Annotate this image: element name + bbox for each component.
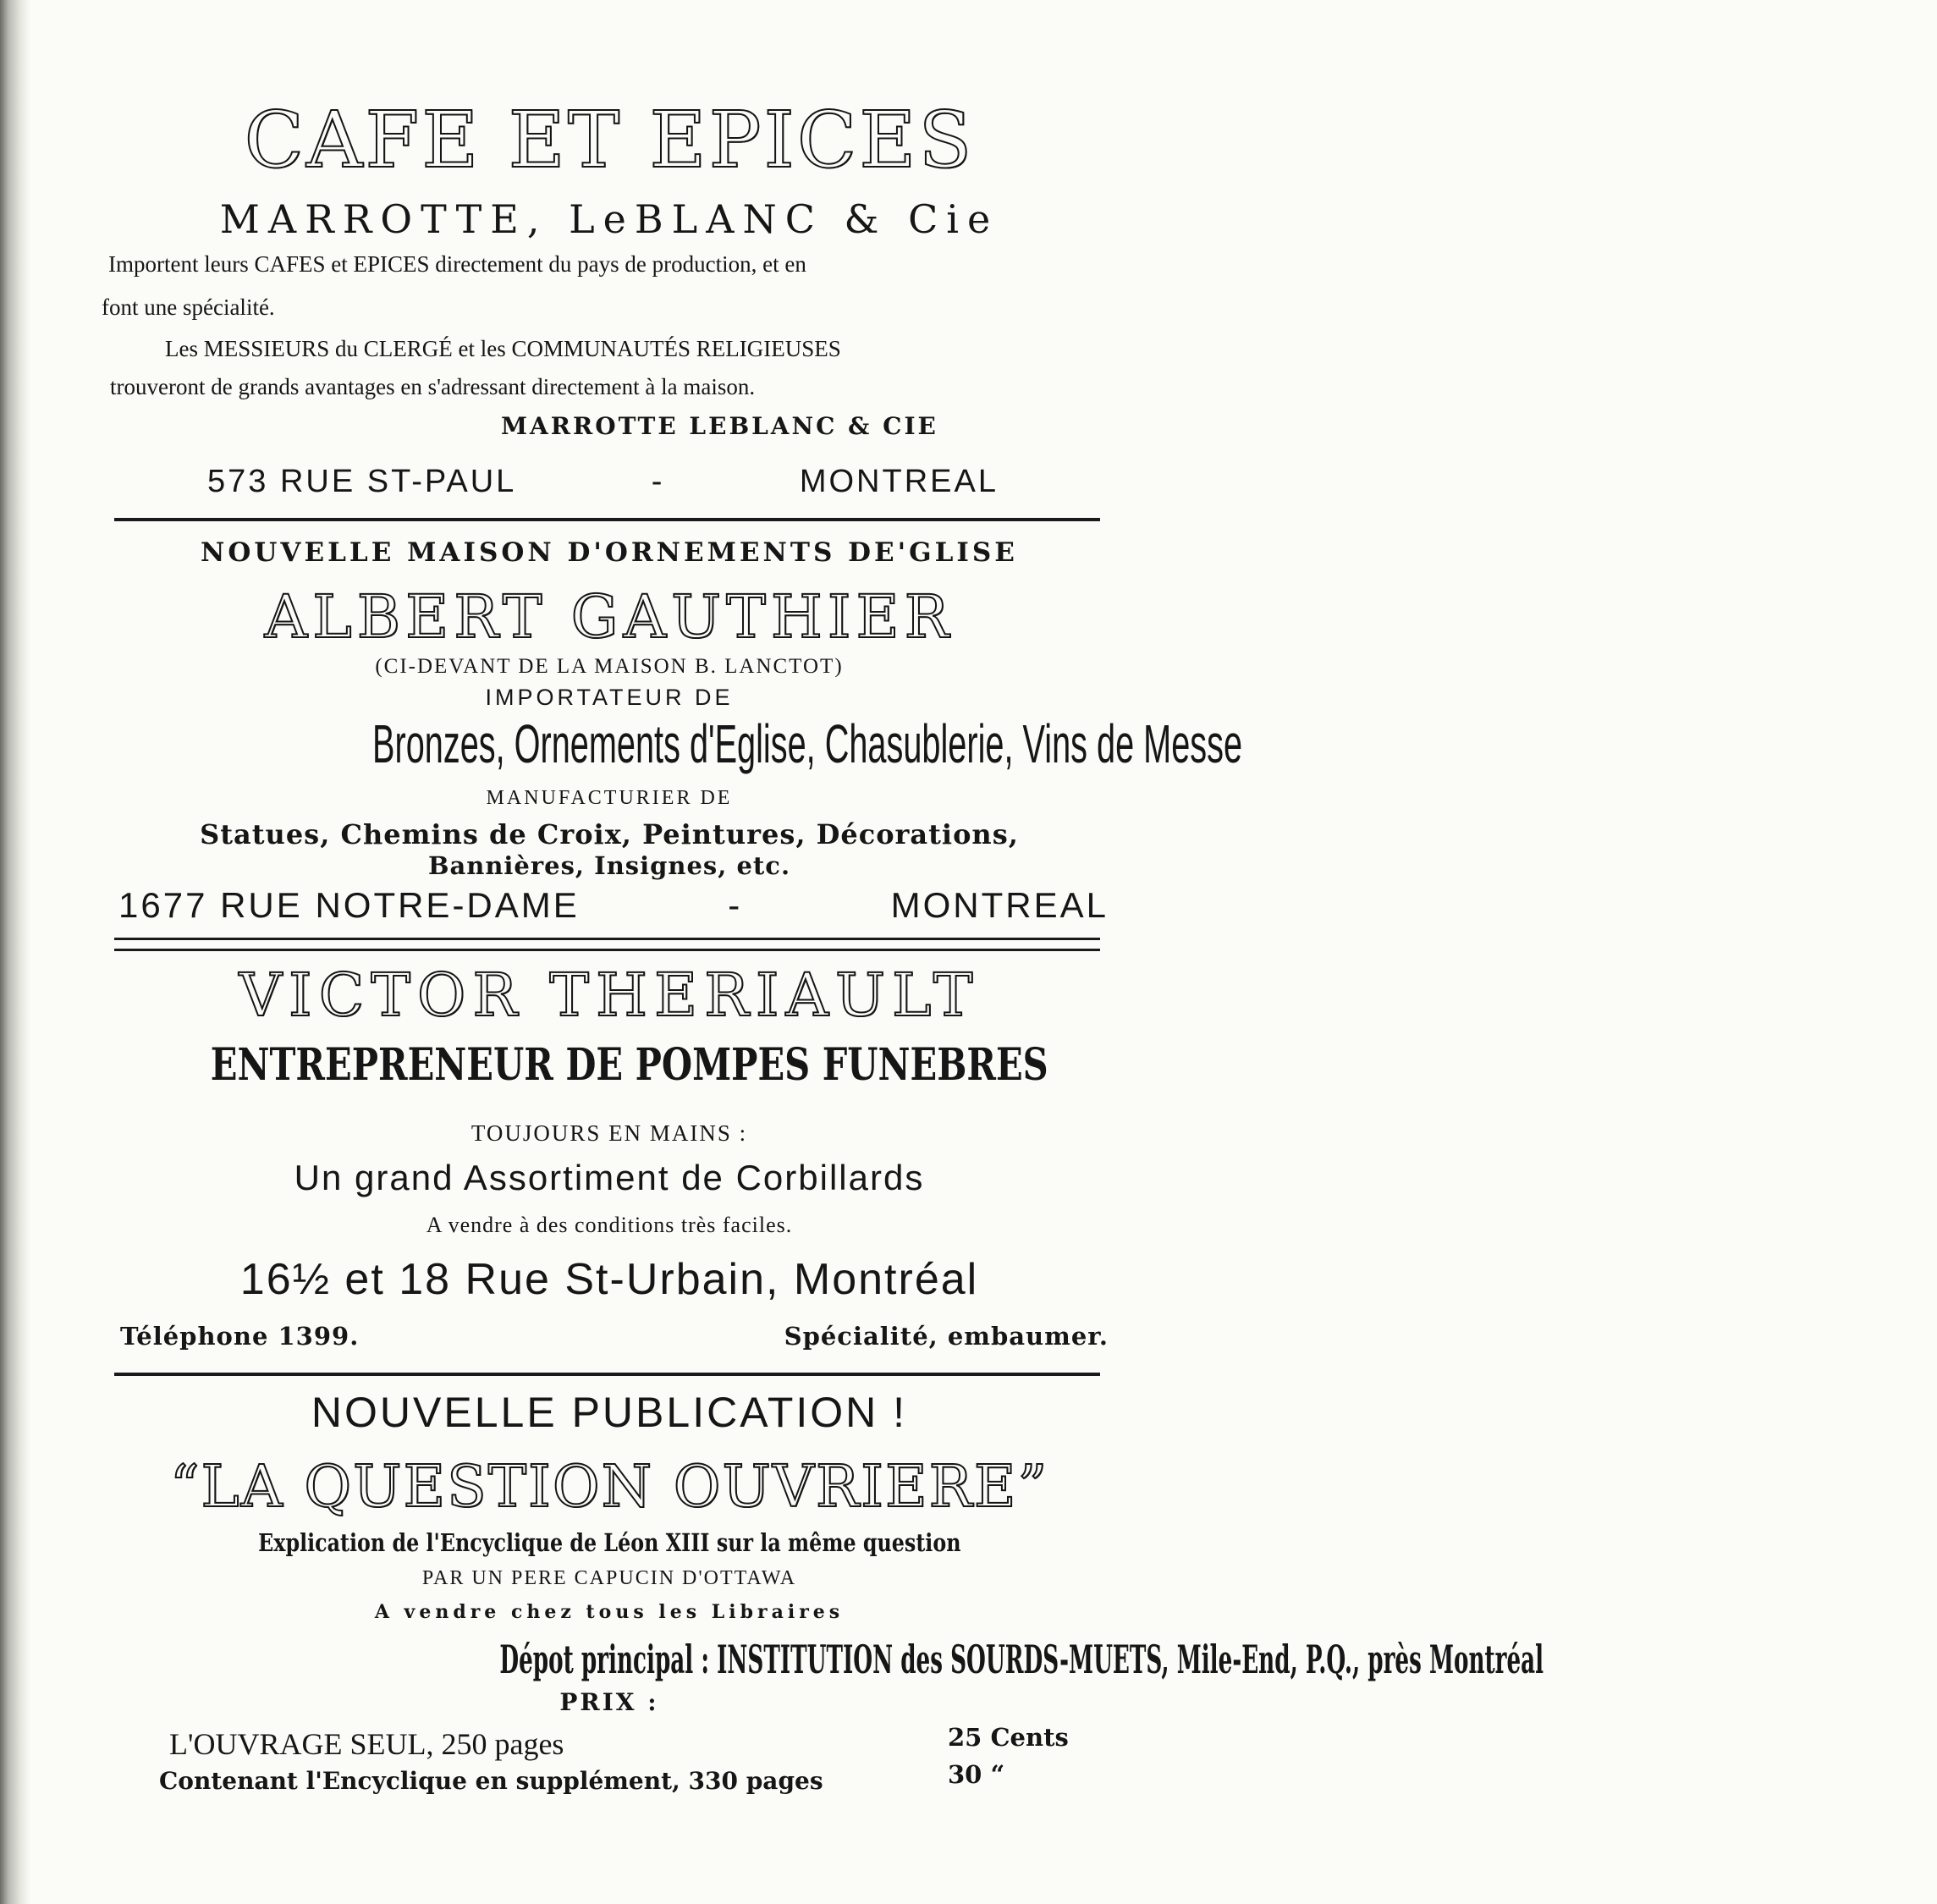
ad4-subtitle-text: Explication de l'Encyclique de Léon XIII sur la même question xyxy=(257,1528,961,1557)
ad2-heading: NOUVELLE MAISON D'ORNEMENTS DE'GLISE xyxy=(201,537,1018,568)
ad4-author: PAR UN PERE CAPUCIN D'OTTAWA xyxy=(421,1567,797,1589)
ad4-item1: L'OUVRAGE SEUL, 250 pages xyxy=(169,1727,564,1761)
ad1-text-line1: Importent leurs CAFES et EPICES directement du pays de production, et en xyxy=(108,251,806,277)
ad2-city: MONTREAL xyxy=(890,885,1109,925)
ad1-title: CAFE ET EPICES xyxy=(244,95,975,185)
ad2-goods xyxy=(106,713,1243,775)
ad4-price2: 30 “ xyxy=(948,1760,1005,1789)
ad1-text-line4: trouveront de grands avantages en s'adressant directement à la maison. xyxy=(110,374,756,399)
divider xyxy=(114,1373,1100,1376)
ad4-price1: 25 Cents xyxy=(948,1723,1069,1752)
ad4-title: “LA QUESTION OUVRIERE” xyxy=(169,1454,1049,1521)
ad3-name: VICTOR THERIAULT xyxy=(239,960,980,1030)
ad2-importer: IMPORTATEUR DE xyxy=(485,685,734,710)
ad2-name: ALBERT GAUTHIER xyxy=(264,582,955,652)
ad4-announce: NOUVELLE PUBLICATION ! xyxy=(311,1389,908,1436)
ad1-signature: MARROTTE LEBLANC & CIE xyxy=(501,412,938,440)
ad1-text-line2: font une spécialité. xyxy=(102,294,275,320)
ad4-sale: A vendre chez tous les Libraires xyxy=(374,1601,845,1623)
ad2-products-line2: Bannières, Insignes, etc. xyxy=(427,851,791,880)
ad3-trade-text: ENTREPRENEUR DE POMPES FUNEBRES xyxy=(210,1039,1048,1091)
ad2-products-line1: Statues, Chemins de Croix, Peintures, Décorations, xyxy=(200,818,1019,850)
ad1-dash: - xyxy=(651,464,665,499)
ad3-contact-row xyxy=(120,1322,1109,1351)
ad2-address-row xyxy=(118,885,1109,926)
ad2-goods-text: Bronzes, Ornements d'Eglise, Chasublerie, Vins de Messe xyxy=(372,713,1243,774)
divider xyxy=(114,938,1100,940)
ad4-price-heading: PRIX : xyxy=(559,1688,659,1716)
ad3-trade xyxy=(106,1039,1113,1091)
ad4-item2: Contenant l'Encyclique en supplément, 330 pages xyxy=(159,1767,823,1795)
ad1-city: MONTREAL xyxy=(799,464,999,499)
ad2-former: (CI-DEVANT DE LA MAISON B. LANCTOT) xyxy=(375,655,844,678)
ad4-depot-text: Dépot principal : INSTITUTION des SOURDS-MUETS, Mile-End, P.Q., près Montréal xyxy=(499,1637,1544,1682)
ad4-depot xyxy=(106,1637,1544,1682)
ad3-address: 16½ et 18 Rue St-Urbain, Montréal xyxy=(239,1255,979,1304)
ad3-specialty: Spécialité, embaumer. xyxy=(784,1322,1109,1351)
page-edge-shadow xyxy=(0,0,30,1904)
ad3-always: TOUJOURS EN MAINS : xyxy=(470,1120,748,1146)
ad1-firm: MARROTTE, LeBLANC & Cie xyxy=(219,196,999,242)
ad4-subtitle xyxy=(106,1528,1113,1557)
ad3-offer: Un grand Assortiment de Corbillards xyxy=(294,1158,925,1197)
ad2-manufacturer: MANUFACTURIER DE xyxy=(486,787,733,809)
ad1-address: 573 RUE ST-PAUL xyxy=(207,464,517,499)
divider xyxy=(114,949,1100,951)
ad1-address-row xyxy=(207,464,999,500)
ad2-dash: - xyxy=(728,885,743,925)
ad2-address: 1677 RUE NOTRE-DAME xyxy=(118,885,580,925)
ad3-phone: Téléphone 1399. xyxy=(120,1322,360,1351)
ad3-terms: A vendre à des conditions très faciles. xyxy=(426,1213,793,1237)
ad1-text-line3: Les MESSIEURS du CLERGÉ et les COMMUNAUTÉS RELIGIEUSES xyxy=(165,336,841,361)
divider xyxy=(114,518,1100,521)
